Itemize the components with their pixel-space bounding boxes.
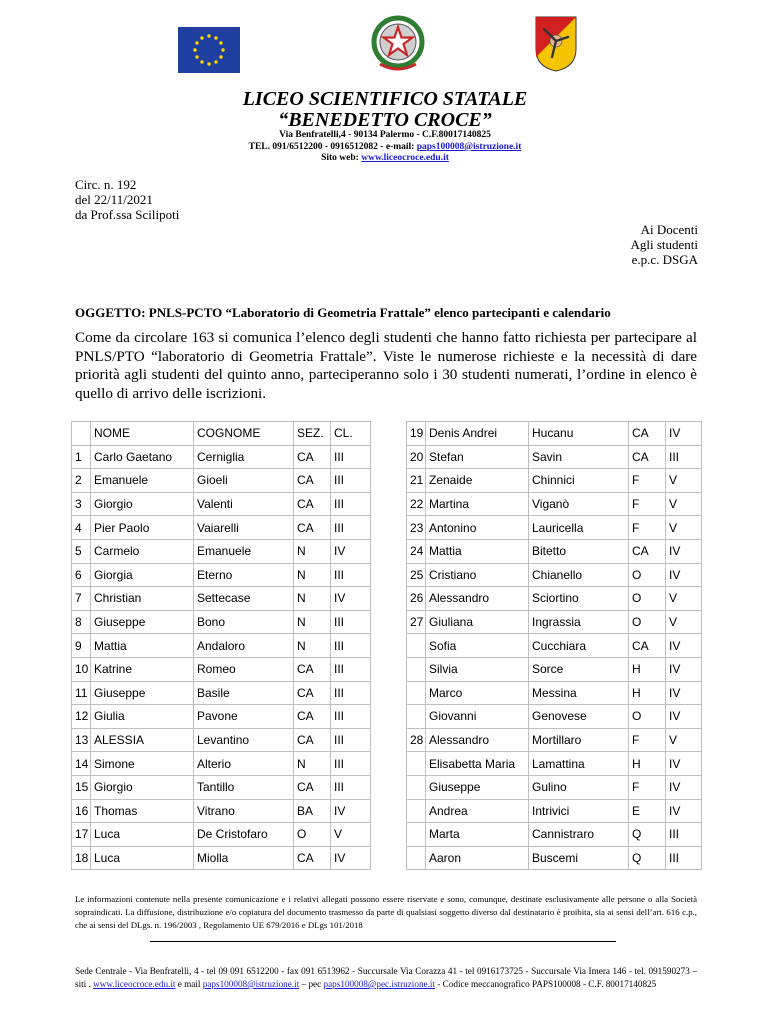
first-name-cell: Antonino bbox=[426, 516, 529, 540]
class-cell: III bbox=[666, 823, 702, 847]
last-name-cell: De Cristofaro bbox=[194, 823, 294, 847]
class-cell: III bbox=[331, 681, 371, 705]
last-name-cell: Romeo bbox=[194, 657, 294, 681]
section-cell: O bbox=[629, 563, 666, 587]
row-number-cell: 10 bbox=[72, 657, 91, 681]
class-cell: IV bbox=[666, 539, 702, 563]
row-number-cell: 5 bbox=[72, 539, 91, 563]
class-cell: V bbox=[331, 823, 371, 847]
circular-date: del 22/11/2021 bbox=[75, 192, 153, 207]
section-cell: CA bbox=[294, 728, 331, 752]
seat-suffix: - Codice meccanografico PAPS100008 - C.F. 80017140825 bbox=[435, 979, 657, 989]
last-name-cell: Viganò bbox=[529, 492, 629, 516]
table-row bbox=[72, 445, 371, 469]
table-row bbox=[407, 492, 702, 516]
row-number-cell: 2 bbox=[72, 469, 91, 493]
privacy-disclaimer: Le informazioni contenute nella presente comunicazione e i relativi allegati possono essere riservate e sono, comunque, destinate esclusivamente alle persone o alla Società sopraindicati. La diffusione, distribuzione e/o copiatura del documento trasmesso da parte di qualsiasi soggetto diverso dal destinatario è proibita, sia ai sensi dell’art. 616 c.p., che ai sensi del DLgs. n. 196/2003 , Regolamento UE 679/2016 e DLgs 101/2018 bbox=[75, 894, 697, 930]
table-row bbox=[407, 516, 702, 540]
section-cell: H bbox=[629, 681, 666, 705]
section-cell: CA bbox=[629, 445, 666, 469]
italian-republic-emblem-icon bbox=[370, 14, 426, 76]
seat-info bbox=[75, 965, 697, 991]
first-name-cell: ALESSIA bbox=[91, 728, 194, 752]
seat-pec-link[interactable]: paps100008@pec.istruzione.it bbox=[323, 979, 436, 989]
first-name-cell: Elisabetta Maria bbox=[426, 752, 529, 776]
first-name-cell: Thomas bbox=[91, 799, 194, 823]
table-header-row bbox=[72, 422, 371, 446]
recipient-dsga: e.p.c. DSGA bbox=[631, 252, 698, 267]
class-cell: III bbox=[331, 752, 371, 776]
class-cell: V bbox=[666, 610, 702, 634]
first-name-cell: Carmelo bbox=[91, 539, 194, 563]
first-name-cell: Mattia bbox=[426, 539, 529, 563]
first-name-cell: Giuseppe bbox=[91, 681, 194, 705]
table-row bbox=[72, 799, 371, 823]
first-name-cell: Marta bbox=[426, 823, 529, 847]
first-name-cell: Giuseppe bbox=[91, 610, 194, 634]
class-cell: IV bbox=[666, 563, 702, 587]
first-name-cell: Giulia bbox=[91, 705, 194, 729]
first-name-cell: Martina bbox=[426, 492, 529, 516]
table-row bbox=[72, 657, 371, 681]
section-cell: F bbox=[629, 728, 666, 752]
first-name-cell: Denis Andrei bbox=[426, 422, 529, 446]
last-name-cell: Mortillaro bbox=[529, 728, 629, 752]
header-first-name: NOME bbox=[91, 422, 194, 446]
table-row bbox=[407, 752, 702, 776]
row-number-cell: 8 bbox=[72, 610, 91, 634]
section-cell: O bbox=[629, 610, 666, 634]
section-cell: CA bbox=[294, 775, 331, 799]
table-row bbox=[72, 846, 371, 870]
row-number-cell: 27 bbox=[407, 610, 426, 634]
first-name-cell: Zenaide bbox=[426, 469, 529, 493]
row-number-cell: 9 bbox=[72, 634, 91, 658]
last-name-cell: Vaiarelli bbox=[194, 516, 294, 540]
section-cell: H bbox=[629, 657, 666, 681]
last-name-cell: Tantillo bbox=[194, 775, 294, 799]
row-number-cell: 4 bbox=[72, 516, 91, 540]
last-name-cell: Gulino bbox=[529, 775, 629, 799]
class-cell: IV bbox=[666, 422, 702, 446]
last-name-cell: Pavone bbox=[194, 705, 294, 729]
first-name-cell: Simone bbox=[91, 752, 194, 776]
row-number-cell: 23 bbox=[407, 516, 426, 540]
section-cell: N bbox=[294, 563, 331, 587]
first-name-cell: Giovanni bbox=[426, 705, 529, 729]
section-cell: N bbox=[294, 587, 331, 611]
table-row bbox=[407, 539, 702, 563]
table-row bbox=[407, 705, 702, 729]
table-row bbox=[72, 752, 371, 776]
class-cell: III bbox=[331, 657, 371, 681]
row-number-cell bbox=[407, 634, 426, 658]
circular-number: Circ. n. 192 bbox=[75, 177, 137, 192]
row-number-cell: 25 bbox=[407, 563, 426, 587]
row-number-cell: 26 bbox=[407, 587, 426, 611]
first-name-cell: Cristiano bbox=[426, 563, 529, 587]
class-cell: IV bbox=[666, 752, 702, 776]
table-row bbox=[407, 610, 702, 634]
first-name-cell: Pier Paolo bbox=[91, 516, 194, 540]
section-cell: F bbox=[629, 492, 666, 516]
class-cell: III bbox=[331, 563, 371, 587]
row-number-cell: 14 bbox=[72, 752, 91, 776]
class-cell: IV bbox=[331, 539, 371, 563]
table-row bbox=[72, 823, 371, 847]
table-row bbox=[407, 657, 702, 681]
table-row bbox=[72, 705, 371, 729]
footer-divider bbox=[150, 941, 616, 942]
table-row bbox=[72, 516, 371, 540]
website-label: Sito web: bbox=[321, 153, 362, 163]
last-name-cell: Hucanu bbox=[529, 422, 629, 446]
table-row bbox=[407, 775, 702, 799]
table-row bbox=[72, 563, 371, 587]
table-row bbox=[72, 610, 371, 634]
table-row bbox=[407, 469, 702, 493]
table-row bbox=[407, 563, 702, 587]
seat-website-link[interactable]: www.liceocroce.edu.it bbox=[93, 979, 176, 989]
table-row bbox=[407, 823, 702, 847]
last-name-cell: Gioeli bbox=[194, 469, 294, 493]
class-cell: V bbox=[666, 587, 702, 611]
first-name-cell: Giorgio bbox=[91, 492, 194, 516]
last-name-cell: Basile bbox=[194, 681, 294, 705]
last-name-cell: Vitrano bbox=[194, 799, 294, 823]
first-name-cell: Katrine bbox=[91, 657, 194, 681]
section-cell: CA bbox=[629, 539, 666, 563]
class-cell: III bbox=[666, 445, 702, 469]
row-number-cell bbox=[407, 681, 426, 705]
last-name-cell: Settecase bbox=[194, 587, 294, 611]
class-cell: III bbox=[331, 445, 371, 469]
section-cell: H bbox=[629, 752, 666, 776]
last-name-cell: Cannistraro bbox=[529, 823, 629, 847]
row-number-cell: 12 bbox=[72, 705, 91, 729]
row-number-cell: 6 bbox=[72, 563, 91, 587]
seat-text: Sede Centrale - Via Benfratelli, 4 - tel 09 091 6512200 - fax 091 6513962 - Succursale Via Corazza 41 - tel 0916173725 - Succursale Via Imera 146 - tel. 091590273 – siti . bbox=[75, 966, 697, 989]
last-name-cell: Savin bbox=[529, 445, 629, 469]
table-row bbox=[407, 445, 702, 469]
eu-flag-icon bbox=[178, 27, 240, 73]
section-cell: F bbox=[629, 469, 666, 493]
section-cell: CA bbox=[294, 516, 331, 540]
last-name-cell: Cerniglia bbox=[194, 445, 294, 469]
header-last-name: COGNOME bbox=[194, 422, 294, 446]
row-number-cell: 3 bbox=[72, 492, 91, 516]
table-row bbox=[72, 681, 371, 705]
class-cell: III bbox=[331, 610, 371, 634]
class-cell: IV bbox=[331, 587, 371, 611]
row-number-cell: 11 bbox=[72, 681, 91, 705]
section-cell: Q bbox=[629, 846, 666, 870]
last-name-cell: Sorce bbox=[529, 657, 629, 681]
class-cell: III bbox=[331, 634, 371, 658]
first-name-cell: Mattia bbox=[91, 634, 194, 658]
table-row bbox=[407, 587, 702, 611]
class-cell: IV bbox=[666, 799, 702, 823]
first-name-cell: Emanuele bbox=[91, 469, 194, 493]
class-cell: IV bbox=[666, 681, 702, 705]
table-row bbox=[72, 587, 371, 611]
first-name-cell: Giorgia bbox=[91, 563, 194, 587]
row-number-cell bbox=[407, 823, 426, 847]
subject-line: OGGETTO: PNLS-PCTO “Laboratorio di Geometria Frattale” elenco partecipanti e calendario bbox=[75, 305, 611, 320]
last-name-cell: Lauricella bbox=[529, 516, 629, 540]
table-row bbox=[407, 728, 702, 752]
row-number-cell bbox=[407, 799, 426, 823]
table-row bbox=[72, 492, 371, 516]
row-number-cell bbox=[407, 846, 426, 870]
row-number-cell: 18 bbox=[72, 846, 91, 870]
row-number-cell: 15 bbox=[72, 775, 91, 799]
last-name-cell: Intrivici bbox=[529, 799, 629, 823]
school-website bbox=[0, 153, 770, 163]
first-name-cell: Alessandro bbox=[426, 587, 529, 611]
school-name: LICEO SCIENTIFICO STATALE bbox=[242, 88, 528, 110]
first-name-cell: Giuseppe bbox=[426, 775, 529, 799]
first-name-cell: Giorgio bbox=[91, 775, 194, 799]
class-cell: III bbox=[331, 775, 371, 799]
last-name-cell: Ingrassia bbox=[529, 610, 629, 634]
class-cell: IV bbox=[666, 705, 702, 729]
row-number-cell: 28 bbox=[407, 728, 426, 752]
first-name-cell: Giuliana bbox=[426, 610, 529, 634]
row-number-cell: 21 bbox=[407, 469, 426, 493]
last-name-cell: Buscemi bbox=[529, 846, 629, 870]
section-cell: N bbox=[294, 634, 331, 658]
section-cell: N bbox=[294, 752, 331, 776]
body-paragraph: Come da circolare 163 si comunica l’elenco degli studenti che hanno fatto richiesta per partecipare al PNLS/PTO “laboratorio di Geometria Frattale”. Viste le numerose richieste e la necessità di dare priorità agli studenti del quinto anno, parteciperanno solo i 30 studenti numerati, l’ordine in elenco è quello di arrivo delle iscrizioni. bbox=[75, 329, 697, 402]
class-cell: III bbox=[331, 728, 371, 752]
section-cell: Q bbox=[629, 823, 666, 847]
class-cell: IV bbox=[331, 799, 371, 823]
class-cell: III bbox=[331, 492, 371, 516]
row-number-cell bbox=[407, 657, 426, 681]
section-cell: O bbox=[629, 705, 666, 729]
first-name-cell: Carlo Gaetano bbox=[91, 445, 194, 469]
last-name-cell: Valenti bbox=[194, 492, 294, 516]
row-number-cell: 19 bbox=[407, 422, 426, 446]
section-cell: O bbox=[294, 823, 331, 847]
last-name-cell: Lamattina bbox=[529, 752, 629, 776]
last-name-cell: Alterio bbox=[194, 752, 294, 776]
first-name-cell: Luca bbox=[91, 846, 194, 870]
last-name-cell: Bono bbox=[194, 610, 294, 634]
section-cell: CA bbox=[294, 469, 331, 493]
last-name-cell: Chinnici bbox=[529, 469, 629, 493]
row-number-cell: 16 bbox=[72, 799, 91, 823]
participants-table-right bbox=[406, 421, 702, 870]
school-address: Via Benfratelli,4 - 90134 Palermo - C.F.80017140825 bbox=[279, 130, 491, 140]
first-name-cell: Andrea bbox=[426, 799, 529, 823]
section-cell: CA bbox=[294, 681, 331, 705]
table-row bbox=[72, 539, 371, 563]
last-name-cell: Genovese bbox=[529, 705, 629, 729]
header-class: CL. bbox=[331, 422, 371, 446]
row-number-cell: 13 bbox=[72, 728, 91, 752]
table-row bbox=[407, 634, 702, 658]
last-name-cell: Emanuele bbox=[194, 539, 294, 563]
seat-email-link[interactable]: paps100008@istruzione.it bbox=[202, 979, 300, 989]
seat-mail-label: e mail bbox=[175, 979, 203, 989]
last-name-cell: Levantino bbox=[194, 728, 294, 752]
row-number-cell: 7 bbox=[72, 587, 91, 611]
section-cell: E bbox=[629, 799, 666, 823]
row-number-cell: 20 bbox=[407, 445, 426, 469]
header-section: SEZ. bbox=[294, 422, 331, 446]
email-link[interactable]: paps100008@istruzione.it bbox=[416, 142, 522, 152]
section-cell: CA bbox=[294, 846, 331, 870]
section-cell: CA bbox=[294, 705, 331, 729]
row-number-cell: 24 bbox=[407, 539, 426, 563]
last-name-cell: Cucchiara bbox=[529, 634, 629, 658]
table-row bbox=[72, 775, 371, 799]
section-cell: CA bbox=[294, 445, 331, 469]
class-cell: V bbox=[666, 492, 702, 516]
table-row bbox=[407, 681, 702, 705]
section-cell: O bbox=[629, 587, 666, 611]
first-name-cell: Christian bbox=[91, 587, 194, 611]
class-cell: V bbox=[666, 469, 702, 493]
last-name-cell: Bitetto bbox=[529, 539, 629, 563]
class-cell: IV bbox=[666, 634, 702, 658]
header-row-number bbox=[72, 422, 91, 446]
last-name-cell: Miolla bbox=[194, 846, 294, 870]
section-cell: BA bbox=[294, 799, 331, 823]
phone-text: TEL. 091/6512200 - 0916512082 - e-mail: bbox=[248, 142, 417, 152]
class-cell: III bbox=[666, 846, 702, 870]
class-cell: IV bbox=[331, 846, 371, 870]
table-row bbox=[407, 846, 702, 870]
table-row bbox=[72, 728, 371, 752]
row-number-cell: 1 bbox=[72, 445, 91, 469]
first-name-cell: Stefan bbox=[426, 445, 529, 469]
row-number-cell bbox=[407, 775, 426, 799]
first-name-cell: Alessandro bbox=[426, 728, 529, 752]
class-cell: IV bbox=[666, 775, 702, 799]
school-contacts bbox=[0, 142, 770, 152]
section-cell: CA bbox=[294, 657, 331, 681]
table-row bbox=[72, 469, 371, 493]
section-cell: N bbox=[294, 610, 331, 634]
row-number-cell: 22 bbox=[407, 492, 426, 516]
section-cell: CA bbox=[294, 492, 331, 516]
section-cell: F bbox=[629, 516, 666, 540]
first-name-cell: Aaron bbox=[426, 846, 529, 870]
section-cell: F bbox=[629, 775, 666, 799]
class-cell: V bbox=[666, 728, 702, 752]
sicily-region-emblem-icon bbox=[534, 15, 578, 73]
first-name-cell: Marco bbox=[426, 681, 529, 705]
website-link[interactable]: www.liceocroce.edu.it bbox=[361, 153, 449, 163]
class-cell: III bbox=[331, 469, 371, 493]
last-name-cell: Messina bbox=[529, 681, 629, 705]
first-name-cell: Luca bbox=[91, 823, 194, 847]
section-cell: CA bbox=[629, 634, 666, 658]
row-number-cell: 17 bbox=[72, 823, 91, 847]
class-cell: III bbox=[331, 705, 371, 729]
last-name-cell: Andaloro bbox=[194, 634, 294, 658]
row-number-cell bbox=[407, 752, 426, 776]
section-cell: N bbox=[294, 539, 331, 563]
seat-pec-label: – pec bbox=[299, 979, 324, 989]
recipient-students: Agli studenti bbox=[630, 237, 698, 252]
table-row bbox=[72, 634, 371, 658]
first-name-cell: Silvia bbox=[426, 657, 529, 681]
school-name-quoted: “BENEDETTO CROCE” bbox=[278, 109, 492, 131]
last-name-cell: Sciortino bbox=[529, 587, 629, 611]
recipient-teachers: Ai Docenti bbox=[640, 222, 698, 237]
table-row bbox=[407, 422, 702, 446]
last-name-cell: Chianello bbox=[529, 563, 629, 587]
table-row bbox=[407, 799, 702, 823]
circular-author: da Prof.ssa Scilipoti bbox=[75, 207, 180, 222]
participants-table-left bbox=[71, 421, 371, 870]
class-cell: V bbox=[666, 516, 702, 540]
row-number-cell bbox=[407, 705, 426, 729]
section-cell: CA bbox=[629, 422, 666, 446]
class-cell: IV bbox=[666, 657, 702, 681]
first-name-cell: Sofia bbox=[426, 634, 529, 658]
class-cell: III bbox=[331, 516, 371, 540]
last-name-cell: Eterno bbox=[194, 563, 294, 587]
